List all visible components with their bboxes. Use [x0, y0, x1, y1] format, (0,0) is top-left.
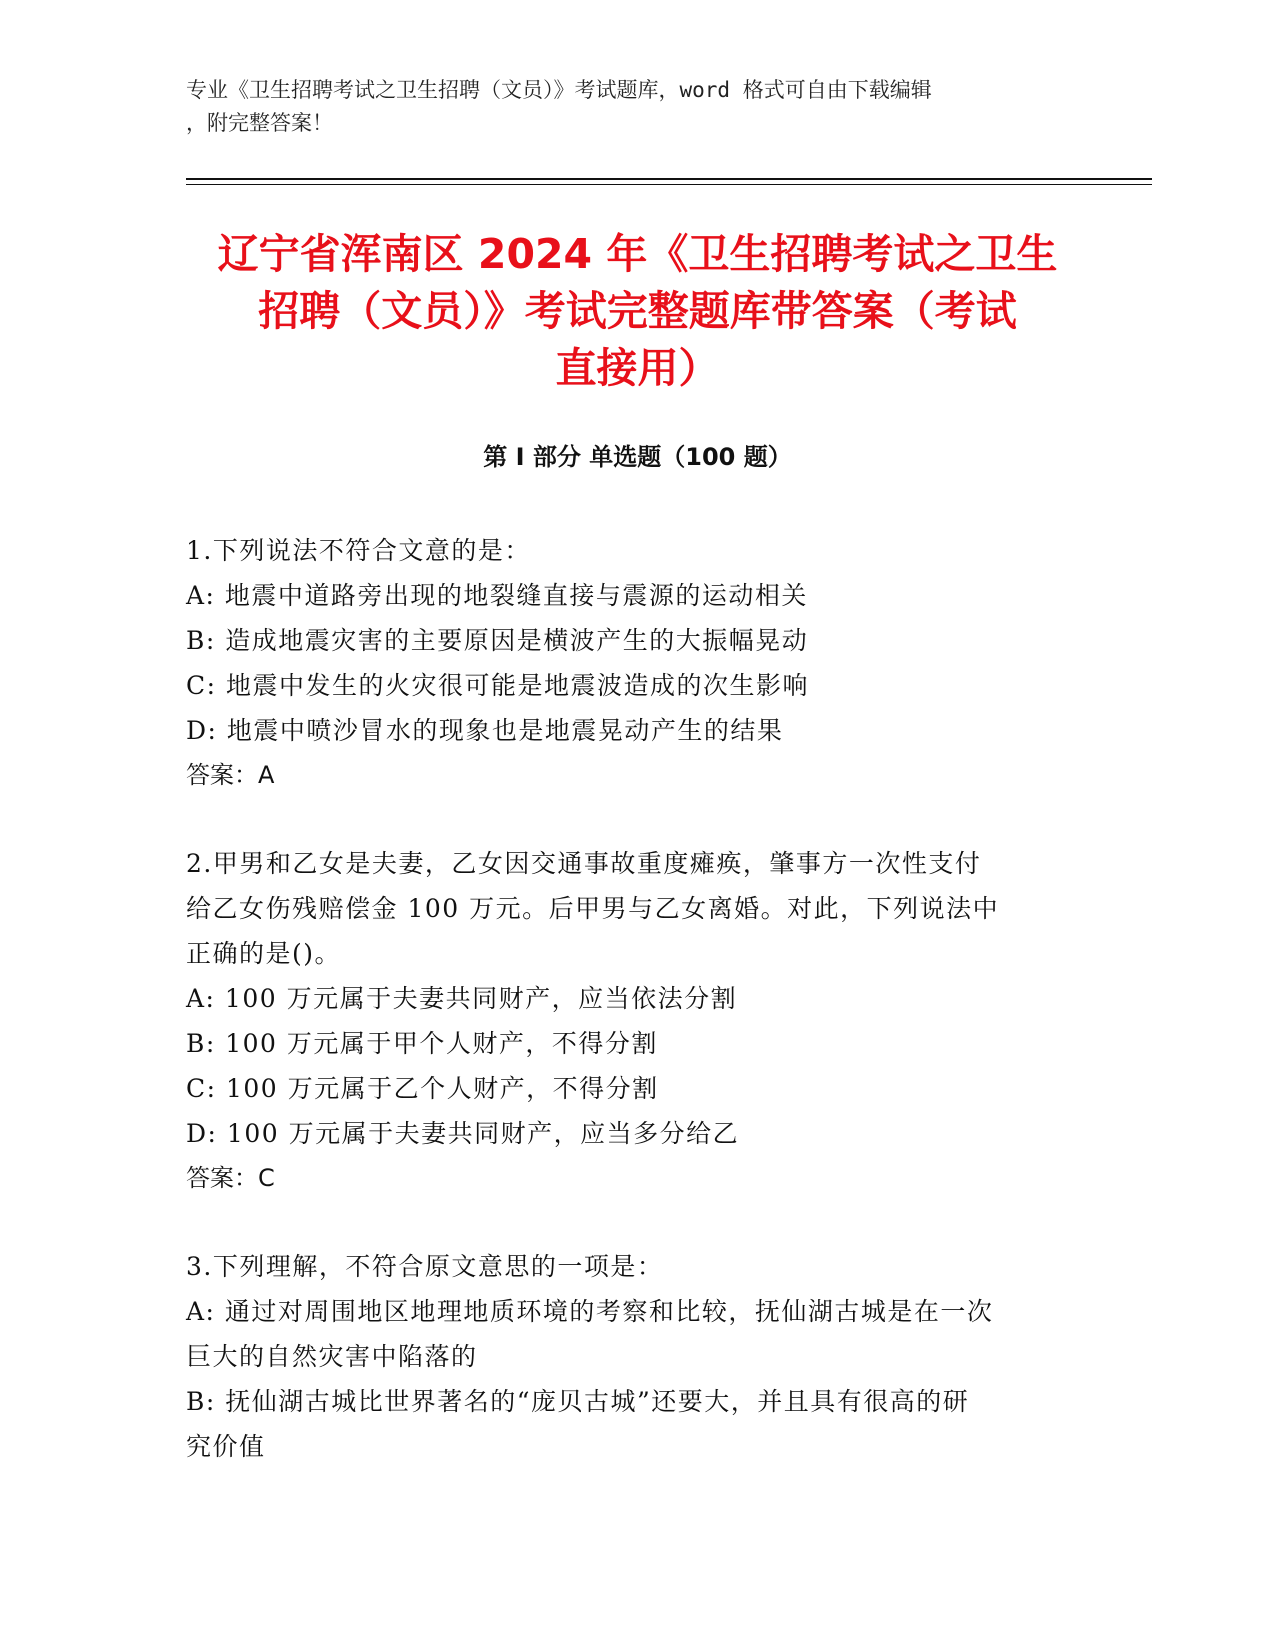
- header-divider-thick: [186, 178, 1152, 180]
- option-d: D: 100 万元属于夫妻共同财产，应当多分给乙: [186, 1119, 740, 1148]
- option-b: B: 100 万元属于甲个人财产，不得分割: [186, 1029, 658, 1058]
- option-a-continued: 巨大的自然灾害中陷落的: [186, 1342, 478, 1371]
- header-note-line-2: ，附完整答案！: [186, 111, 333, 135]
- header-note: [186, 74, 1066, 140]
- option-c: C: 地震中发生的火灾很可能是地震波造成的次生影响: [186, 671, 810, 700]
- option-c: C: 100 万元属于乙个人财产，不得分割: [186, 1074, 659, 1103]
- option-d: D: 地震中喷沙冒水的现象也是地震晃动产生的结果: [186, 716, 784, 745]
- question-stem: 3.下列理解，不符合原文意思的一项是：: [186, 1252, 664, 1281]
- header-note-line-1: 专业《卫生招聘考试之卫生招聘（文员）》考试题库，word 格式可自由下载编辑: [186, 78, 932, 102]
- option-b: B: 抚仙湖古城比世界著名的“庞贝古城”还要大，并且具有很高的研: [186, 1387, 970, 1416]
- option-a: A: 100 万元属于夫妻共同财产，应当依法分割: [186, 984, 738, 1013]
- question-stem-line-1: 2.甲男和乙女是夫妻，乙女因交通事故重度瘫痪，肇事方一次性支付: [186, 849, 982, 878]
- title-line-1: 辽宁省浑南区 2024 年《卫生招聘考试之卫生: [217, 230, 1058, 278]
- question-1: [186, 528, 1086, 798]
- title-line-3: 直接用）: [555, 344, 720, 392]
- option-a: A: 通过对周围地区地理地质环境的考察和比较，抚仙湖古城是在一次: [186, 1297, 994, 1326]
- question-stem-line-2: 给乙女伤残赔偿金 100 万元。后甲男与乙女离婚。对此，下列说法中: [186, 894, 1000, 923]
- answer: 答案：C: [186, 1164, 275, 1192]
- question-stem: 1.下列说法不符合文意的是：: [186, 536, 531, 565]
- question-2: [186, 841, 1086, 1201]
- question-list: [186, 528, 1086, 1512]
- document-title: [150, 226, 1125, 397]
- option-b-continued: 究价值: [186, 1432, 266, 1461]
- option-a: A: 地震中道路旁出现的地裂缝直接与震源的运动相关: [186, 581, 808, 610]
- question-3: [186, 1244, 1086, 1469]
- answer: 答案：A: [186, 761, 275, 789]
- section-heading: 第 I 部分 单选题（100 题）: [483, 443, 792, 471]
- option-b: B: 造成地震灾害的主要原因是横波产生的大振幅晃动: [186, 626, 809, 655]
- header-divider-thin: [186, 184, 1152, 185]
- question-stem-line-3: 正确的是()。: [186, 939, 342, 968]
- title-line-2: 招聘（文员）》考试完整题库带答案（考试: [258, 287, 1017, 335]
